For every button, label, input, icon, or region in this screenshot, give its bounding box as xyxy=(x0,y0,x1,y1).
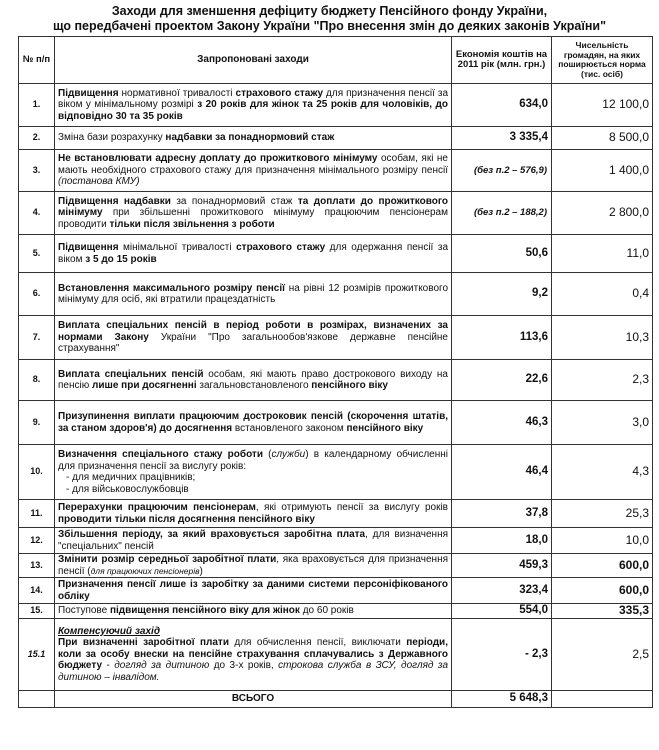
table-row xyxy=(19,273,653,316)
measure-part: з 5 до 15 років xyxy=(85,253,157,265)
table-row xyxy=(19,127,653,150)
table-row xyxy=(19,604,653,619)
measure-part: Підвищення xyxy=(58,87,119,99)
measure-part: до 3-х років, xyxy=(209,660,279,672)
measure-part: для одержання пенсії за віком xyxy=(58,242,449,265)
row-number: 9. xyxy=(19,401,55,445)
economy-value: 46,4 xyxy=(452,445,552,500)
measure-part: догляд за дитиною xyxy=(114,660,210,672)
row-number: 7. xyxy=(19,316,55,360)
total-row xyxy=(19,691,653,708)
document-title xyxy=(0,4,659,34)
title-line-2: що передбачені проектом Закону України "Про внесення змін до деяких законів України" xyxy=(52,19,606,33)
row-number: 13. xyxy=(19,554,55,578)
measure-part: України "Про загальнообов'язкове державне пенсійне страхування" xyxy=(58,331,448,355)
total-economy-value: 5 648,3 xyxy=(452,691,552,708)
population-value: 8 500,0 xyxy=(552,127,653,150)
population-value: 11,0 xyxy=(552,235,653,273)
measure-part: пенсійного віку xyxy=(346,422,424,434)
measures-table xyxy=(18,36,653,708)
measure-part: При визначенні заробітної плати xyxy=(58,637,229,649)
table-row xyxy=(19,360,653,401)
population-value: 25,3 xyxy=(552,500,653,528)
population-value: 1 400,0 xyxy=(552,150,653,192)
measure-part: Призначення пенсії лише із заробітку за даними системи персоніфікованого обліку xyxy=(58,579,448,602)
table-row xyxy=(19,235,653,273)
row-number: 4. xyxy=(19,192,55,235)
table-row xyxy=(19,528,653,554)
measure-part: Виплата спеціальних пенсій xyxy=(58,368,204,380)
economy-value: - 2,3 xyxy=(452,619,552,691)
measure-text xyxy=(55,578,452,604)
table-row xyxy=(19,192,653,235)
measure-part: служби xyxy=(271,449,306,460)
measure-text xyxy=(55,528,452,554)
measure-part: Змінити розмір середньої заробітної плати xyxy=(58,554,277,565)
measure-text xyxy=(55,316,452,360)
economy-value: 9,2 xyxy=(452,273,552,316)
population-value: 600,0 xyxy=(552,554,653,578)
measure-part: Збільшення періоду, за який враховується заробітна плата xyxy=(58,529,366,540)
measure-part: Встановлення максимального розміру пенсії xyxy=(58,282,285,294)
measure-part: , для визначення "спеціальних" пенсій xyxy=(58,529,449,552)
row-number: 8. xyxy=(19,360,55,401)
table-header-row xyxy=(19,37,653,84)
table-row xyxy=(19,500,653,528)
measure-part: Підвищення xyxy=(58,242,119,253)
row-number: 12. xyxy=(19,528,55,554)
measure-text xyxy=(55,619,452,691)
title-line-1: Заходи для зменшення дефіциту бюджету Пенсійного фонду України, xyxy=(111,4,548,18)
measure-part: за понаднормовий стаж xyxy=(170,195,298,207)
row-number: 15.1 xyxy=(19,619,55,691)
population-value: 2,3 xyxy=(552,360,653,401)
measure-part: ) в календарному обчисленні для призначення пенсії за вислугу років: xyxy=(58,449,448,472)
measure-part: періоди, коли за особу внески на пенсійне страхування сплачувались з Державного бюджету xyxy=(58,637,448,672)
compensating-measure-title: Компенсуючий захід xyxy=(58,625,161,637)
economy-value: 50,6 xyxy=(452,235,552,273)
economy-value: 113,6 xyxy=(452,316,552,360)
measure-part: , які отримують пенсії за вислугу років xyxy=(255,502,448,513)
measure-part: лише при досягненні xyxy=(92,380,197,391)
measure-part: до 60 років xyxy=(299,605,354,617)
population-value: 10,3 xyxy=(552,316,653,360)
total-label: ВСЬОГО xyxy=(55,691,452,708)
measure-part: страхового стажу xyxy=(236,242,326,253)
header-number: № п/п xyxy=(19,37,55,84)
measure-text xyxy=(55,192,452,235)
measure-text xyxy=(55,360,452,401)
measure-part: Поступове xyxy=(58,605,110,617)
row-number: 1. xyxy=(19,84,55,127)
measure-part: для працюючих пенсіонерів xyxy=(90,565,200,576)
economy-value: 634,0 xyxy=(452,84,552,127)
measure-part: нормативної тривалості xyxy=(118,87,236,99)
header-measures: Запропоновані заходи xyxy=(55,37,452,84)
measure-part: Зміна бази розрахунку xyxy=(58,132,166,144)
table-row xyxy=(19,316,653,360)
economy-value: 554,0 xyxy=(452,604,552,619)
measure-text xyxy=(55,445,452,500)
row-number: 14. xyxy=(19,578,55,604)
measure-text xyxy=(55,127,452,150)
measure-part: загальновстановленого xyxy=(196,380,312,391)
measure-text xyxy=(55,235,452,273)
measure-part: надбавки за понаднормовий стаж xyxy=(165,132,335,144)
row-number: 3. xyxy=(19,150,55,192)
measure-part: строкова служба в ЗСУ, догляд за дитиною – інвалідом. xyxy=(58,660,448,683)
population-value: 12 100,0 xyxy=(552,84,653,127)
table-row xyxy=(19,84,653,127)
measure-text xyxy=(55,554,452,578)
measure-text xyxy=(55,604,452,619)
measure-part: - для військовослужбовців xyxy=(66,483,189,495)
measure-part: - для медичних працівників; xyxy=(66,472,196,483)
measure-part: страхового стажу xyxy=(235,87,324,99)
measure-part: , яка враховується для призначення пенсії ( xyxy=(58,554,449,577)
economy-value: 3 335,4 xyxy=(452,127,552,150)
row-number: 5. xyxy=(19,235,55,273)
table-row xyxy=(19,578,653,604)
header-economy: Економія коштів на 2011 рік (млн. грн.) xyxy=(452,37,552,84)
measure-part: встановленого законом xyxy=(232,422,347,434)
table-row xyxy=(19,554,653,578)
measure-part: для обчислення пенсії, виключати xyxy=(228,637,407,649)
measure-part: ( xyxy=(262,449,272,460)
economy-value: (без п.2 – 188,2) xyxy=(452,192,552,235)
total-population-empty xyxy=(552,691,653,708)
population-value: 10,0 xyxy=(552,528,653,554)
measure-part: для призначення пенсії за віком у мінімальному розмірі xyxy=(58,87,449,111)
population-value: 2,5 xyxy=(552,619,653,691)
measure-part: - xyxy=(102,660,115,672)
population-value: 0,4 xyxy=(552,273,653,316)
measure-part: Перерахунки працюючим пенсіонерам xyxy=(58,502,256,513)
row-number: 15. xyxy=(19,604,55,619)
row-number: 6. xyxy=(19,273,55,316)
measure-part: особам, які мають право дострокового виходу на пенсію xyxy=(58,368,448,391)
total-empty-cell xyxy=(19,691,55,708)
economy-value: 459,3 xyxy=(452,554,552,578)
table-row xyxy=(19,401,653,445)
measure-part: (постанова КМУ) xyxy=(58,176,140,188)
measure-part: особам, які не мають необхідного страхового стажу для призначення мінімального розміру пенсії xyxy=(58,153,448,176)
header-population: Чисельність громадян, на яких поширюється норма (тис. осіб) xyxy=(552,37,653,84)
economy-value: (без п.2 – 576,9) xyxy=(452,150,552,192)
measure-part: Призупинення виплати працюючим достроковик пенсій (скорочення штатів, за станом здоров'я) до досягнення xyxy=(58,411,448,434)
measure-part: тільки після звільнення з роботи xyxy=(109,218,275,230)
row-number: 2. xyxy=(19,127,55,150)
measure-part: ) xyxy=(199,565,203,577)
measure-part: та доплати до прожиткового мінімуму xyxy=(58,195,448,219)
population-value: 335,3 xyxy=(552,604,653,619)
measure-part: пенсійного віку xyxy=(311,380,388,391)
measure-part: на рівні 12 розмірів прожиткового мінімуму для осіб, які втратили працездатність xyxy=(58,282,448,305)
economy-value: 323,4 xyxy=(452,578,552,604)
measure-part: Підвищення надбавки xyxy=(58,195,171,207)
row-number: 10. xyxy=(19,445,55,500)
measure-part: з 20 років для жінок та 25 років для чоловіків, до відповідно 30 та 35 років xyxy=(58,99,448,122)
population-value: 2 800,0 xyxy=(552,192,653,235)
population-value: 4,3 xyxy=(552,445,653,500)
measure-part: Не встановлювати адресну доплату до прожиткового мінімуму xyxy=(58,153,378,165)
measure-part: мінімальної тривалості xyxy=(118,242,237,253)
economy-value: 18,0 xyxy=(452,528,552,554)
measure-text xyxy=(55,150,452,192)
measure-part: при збільшенні прожиткового мінімуму працюючим пенсіонерам проводити xyxy=(58,207,448,230)
table-row xyxy=(19,619,653,691)
measure-text xyxy=(55,273,452,316)
measure-part: підвищення пенсійного віку для жінок xyxy=(109,605,300,617)
row-number: 11. xyxy=(19,500,55,528)
measure-part: проводити тільки після досягнення пенсійного віку xyxy=(58,513,315,525)
measure-part: Виплата спеціальних пенсій в період роботи в розмірах, визначених за нормами Закону xyxy=(58,320,448,343)
economy-value: 22,6 xyxy=(452,360,552,401)
population-value: 600,0 xyxy=(552,578,653,604)
economy-value: 37,8 xyxy=(452,500,552,528)
measure-text xyxy=(55,500,452,528)
measure-text xyxy=(55,401,452,445)
economy-value: 46,3 xyxy=(452,401,552,445)
measure-part: Визначення спеціального стажу роботи xyxy=(58,449,263,460)
table-row xyxy=(19,445,653,500)
table-row xyxy=(19,150,653,192)
population-value: 3,0 xyxy=(552,401,653,445)
measure-text xyxy=(55,84,452,127)
